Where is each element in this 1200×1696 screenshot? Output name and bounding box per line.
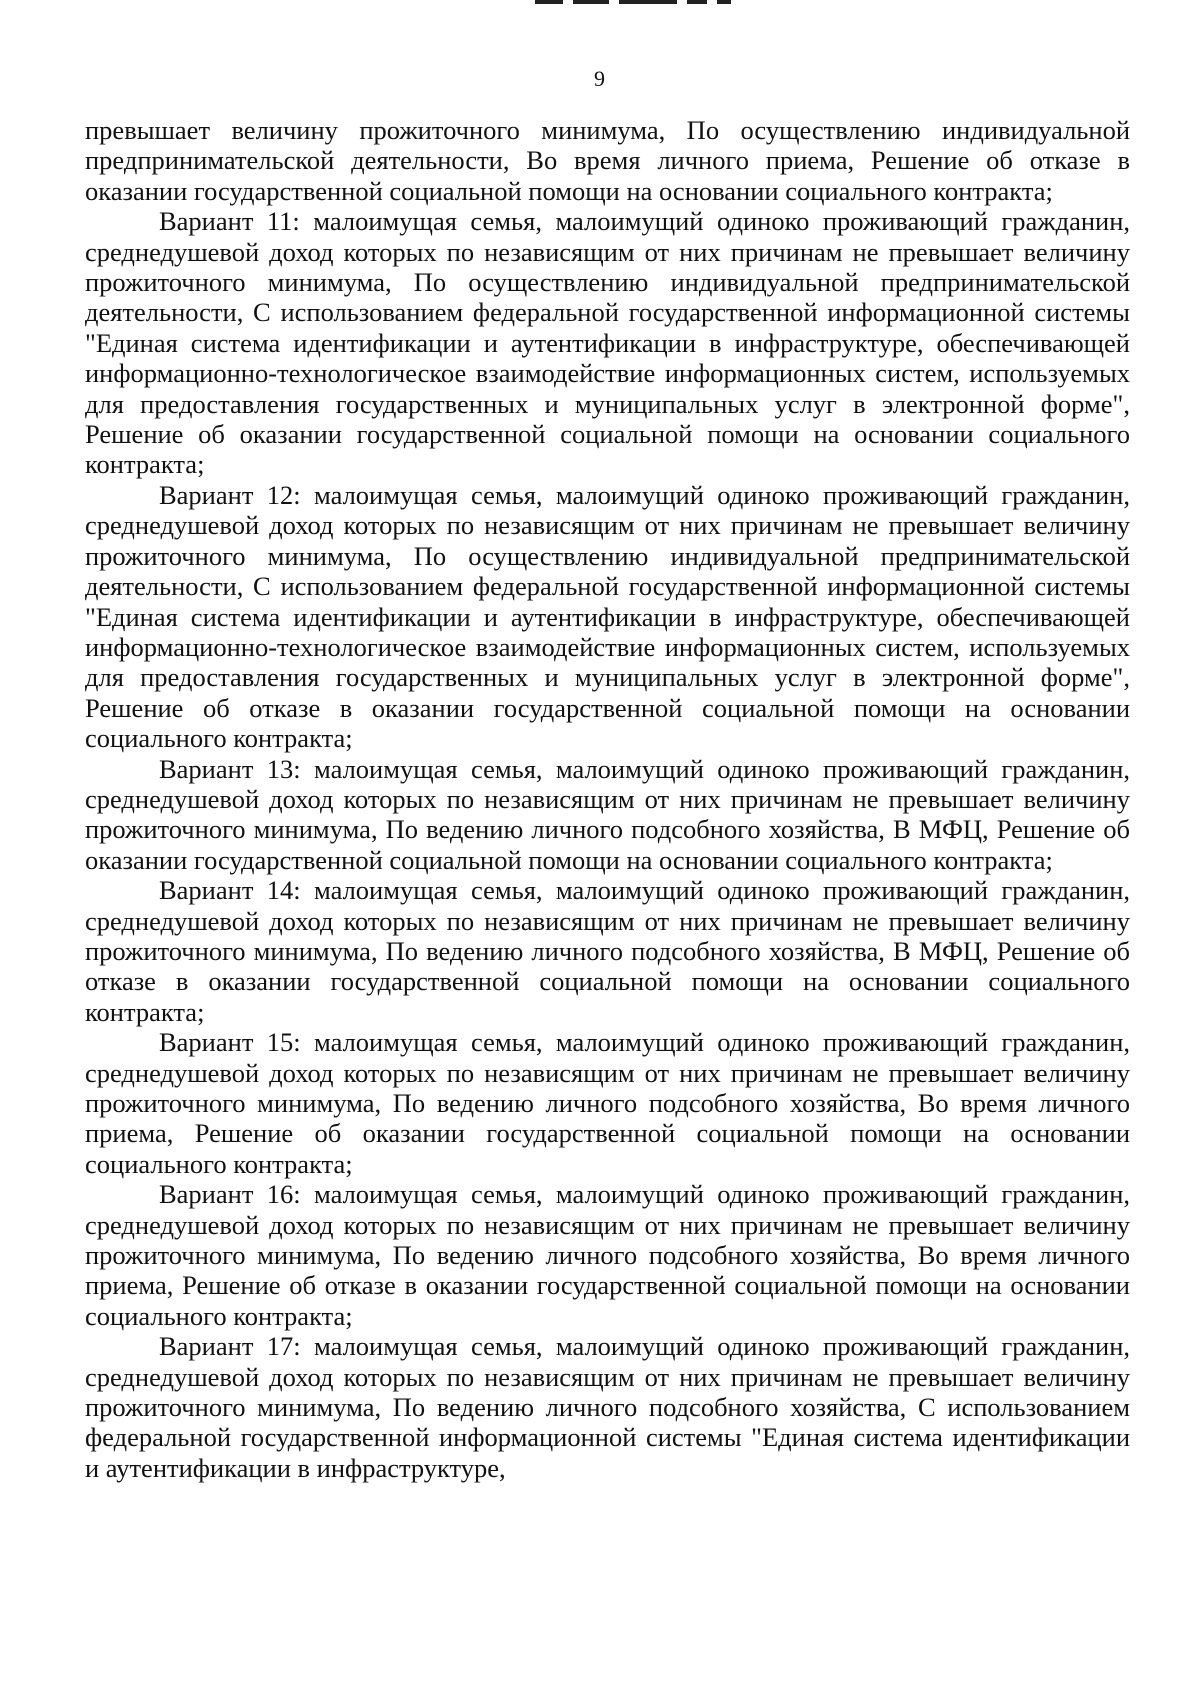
document-body [85, 115, 1130, 1483]
paragraph-variant-13: Вариант 13: малоимущая семья, малоимущий одиноко проживающий гражданин, среднедушевой доход которых по независящим от них причинам не превышает величину прожиточного минимума, По ведению личного подсобного хозяйства, В МФЦ, Решение об оказании государственной социальной помощи на основании социального контракта; [85, 753, 1130, 875]
top-edge-artifact [535, 0, 765, 6]
paragraph-variant-14: Вариант 14: малоимущая семья, малоимущий одиноко проживающий гражданин, среднедушевой доход которых по независящим от них причинам не превышает величину прожиточного минимума, По ведению личного подсобного хозяйства, В МФЦ, Решение об отказе в оказании государственной социальной помощи на основании социального контракта; [85, 875, 1130, 1027]
paragraph-variant-15: Вариант 15: малоимущая семья, малоимущий одиноко проживающий гражданин, среднедушевой доход которых по независящим от них причинам не превышает величину прожиточного минимума, По ведению личного подсобного хозяйства, Во время личного приема, Решение об оказании государственной социальной помощи на основании социального контракта; [85, 1027, 1130, 1179]
page-number: 9 [594, 66, 606, 91]
paragraph-continuation: превышает величину прожиточного минимума, По осуществлению индивидуальной предпринимательской деятельности, Во время личного приема, Решение об отказе в оказании государственной социальной помощи на основании социального контракта; [85, 115, 1130, 206]
paragraph-variant-16: Вариант 16: малоимущая семья, малоимущий одиноко проживающий гражданин, среднедушевой доход которых по независящим от них причинам не превышает величину прожиточного минимума, По ведению личного подсобного хозяйства, Во время личного приема, Решение об отказе в оказании государственной социальной помощи на основании социального контракта; [85, 1179, 1130, 1331]
paragraph-variant-11: Вариант 11: малоимущая семья, малоимущий одиноко проживающий гражданин, среднедушевой доход которых по независящим от них причинам не превышает величину прожиточного минимума, По осуществлению индивидуальной предпринимательской деятельности, С использованием федеральной государственной информационной системы "Единая система идентификации и аутентификации в инфраструктуре, обеспечивающей информационно-технологическое взаимодействие информационных систем, используемых для предоставления государственных и муниципальных услуг в электронной форме", Решение об оказании государственной социальной помощи на основании социального контракта; [85, 206, 1130, 480]
paragraph-variant-17: Вариант 17: малоимущая семья, малоимущий одиноко проживающий гражданин, среднедушевой доход которых по независящим от них причинам не превышает величину прожиточного минимума, По ведению личного подсобного хозяйства, С использованием федеральной государственной информационной системы "Единая система идентификации и аутентификации в инфраструктуре, [85, 1331, 1130, 1483]
paragraph-variant-12: Вариант 12: малоимущая семья, малоимущий одиноко проживающий гражданин, среднедушевой доход которых по независящим от них причинам не превышает величину прожиточного минимума, По осуществлению индивидуальной предпринимательской деятельности, С использованием федеральной государственной информационной системы "Единая система идентификации и аутентификации в инфраструктуре, обеспечивающей информационно-технологическое взаимодействие информационных систем, используемых для предоставления государственных и муниципальных услуг в электронной форме", Решение об отказе в оказании государственной социальной помощи на основании социального контракта; [85, 479, 1130, 754]
